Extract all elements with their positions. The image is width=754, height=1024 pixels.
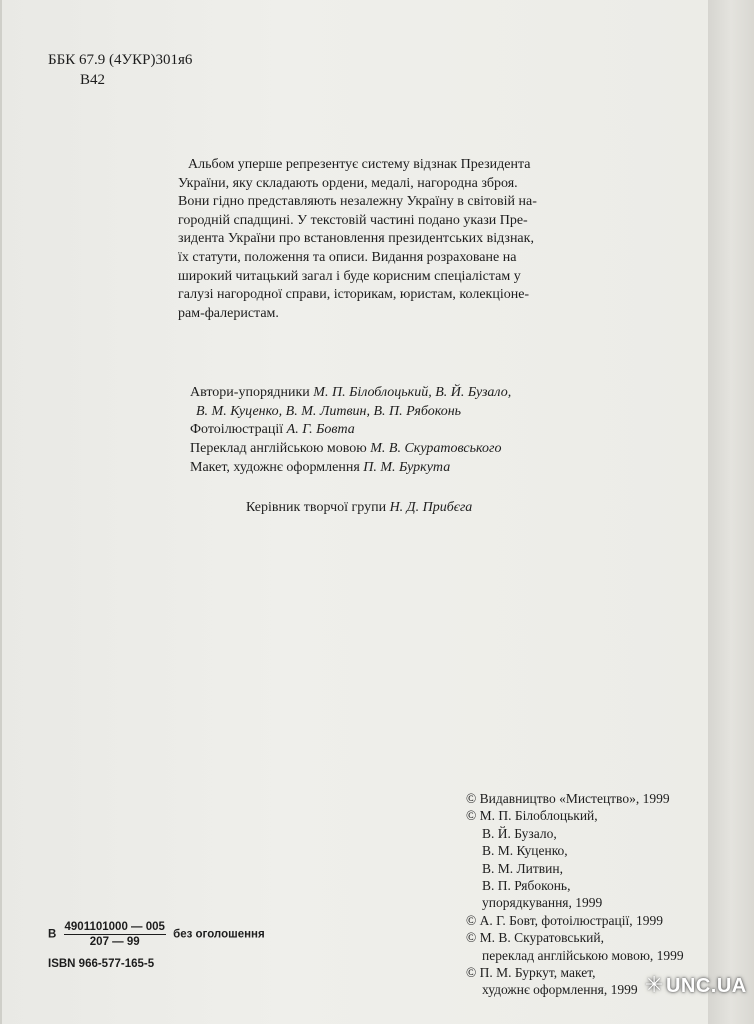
copyright-line: © А. Г. Бовт, фотоілюстрації, 1999 <box>466 912 663 928</box>
watermark <box>645 972 747 998</box>
index-suffix: без оголошення <box>173 928 265 941</box>
credit-translation <box>190 440 511 459</box>
adjacent-page-edge <box>708 0 754 1024</box>
credit-names: В. М. Куценко, В. М. Литвин, В. П. Рябоконь <box>196 403 462 419</box>
copyright-line: В. Й. Бузало, <box>482 825 557 841</box>
credits-block <box>190 384 511 478</box>
copyright-line: В. П. Рябоконь, <box>482 878 571 894</box>
annotation-line: рам-фалеристам. <box>178 305 279 321</box>
copyright-line: переклад англійською мовою, 1999 <box>482 947 684 963</box>
credit-label: Макет, художнє оформлення <box>190 459 360 475</box>
credit-photo <box>190 421 511 440</box>
copyright-line: упорядкування, 1999 <box>482 895 603 911</box>
index-numerator: 4901101000 — 005 <box>64 921 165 933</box>
copyright-line: В. М. Куценко, <box>482 843 568 859</box>
annotation-line: Альбом уперше репрезентує систему відзнак Президента <box>188 157 531 172</box>
copyright-line: © П. М. Буркут, макет, <box>466 965 596 981</box>
credit-names: М. В. Скуратовського <box>370 441 502 457</box>
bbk-classification <box>48 50 192 90</box>
credit-names: Н. Д. Прибєга <box>389 500 473 515</box>
annotation-line: України, яку складають ордени, медалі, нагородна зброя. <box>178 175 518 191</box>
isbn: ISBN 966-577-165-5 <box>48 958 155 970</box>
credit-authors <box>190 384 511 403</box>
credit-layout <box>190 459 511 478</box>
copyright-line: художнє оформлення, 1999 <box>482 982 638 998</box>
snowflake-icon: ✳ <box>645 972 664 997</box>
index-fraction <box>64 920 166 949</box>
page-fold <box>0 0 2 1024</box>
creative-group-head <box>246 500 472 516</box>
author-mark: В42 <box>80 72 106 88</box>
annotation-line: Вони гідно представляють незалежну Україну в світовій на- <box>178 194 537 210</box>
credit-label: Керівник творчої групи <box>246 500 387 515</box>
annotation-line: зидента України про встановлення президентських відзнак, <box>178 231 534 247</box>
credit-names: А. Г. Бовта <box>286 422 355 438</box>
index-denominator: 207 — 99 <box>89 936 140 948</box>
credit-names: М. П. Білоблоцький, В. Й. Бузало, <box>313 385 512 400</box>
credit-names: П. М. Буркута <box>363 459 451 475</box>
credit-label: Автори-упорядники <box>190 385 310 400</box>
copyright-line: © Видавництво «Мистецтво», 1999 <box>466 791 670 806</box>
copyright-line: © М. П. Білоблоцький, <box>466 808 598 824</box>
copyright-line: В. М. Литвин, <box>482 860 563 876</box>
credit-authors-cont <box>190 403 511 422</box>
annotation-line: галузі нагородної справи, історикам, юристам, колекціоне- <box>178 287 530 303</box>
copyright-block <box>466 790 684 999</box>
annotation-paragraph <box>178 156 537 323</box>
annotation-line: їх статути, положення та описи. Видання розраховане на <box>178 249 517 265</box>
credit-label: Фотоілюстрації <box>190 422 284 438</box>
annotation-line: широкий читацький загал і буде корисним спеціалістам у <box>178 268 521 284</box>
publication-info <box>48 920 265 971</box>
copyright-line: © М. В. Скуратовський, <box>466 930 604 946</box>
annotation-line: городній спадщині. У текстовій частині подано укази Пре- <box>178 212 528 228</box>
publication-index <box>48 920 265 949</box>
bbk-code: ББК 67.9 (4УКР)301я6 <box>48 52 193 68</box>
watermark-text: UNC.UA <box>665 975 747 997</box>
credit-label: Переклад англійською мовою <box>190 441 367 457</box>
index-prefix: В <box>48 928 57 941</box>
